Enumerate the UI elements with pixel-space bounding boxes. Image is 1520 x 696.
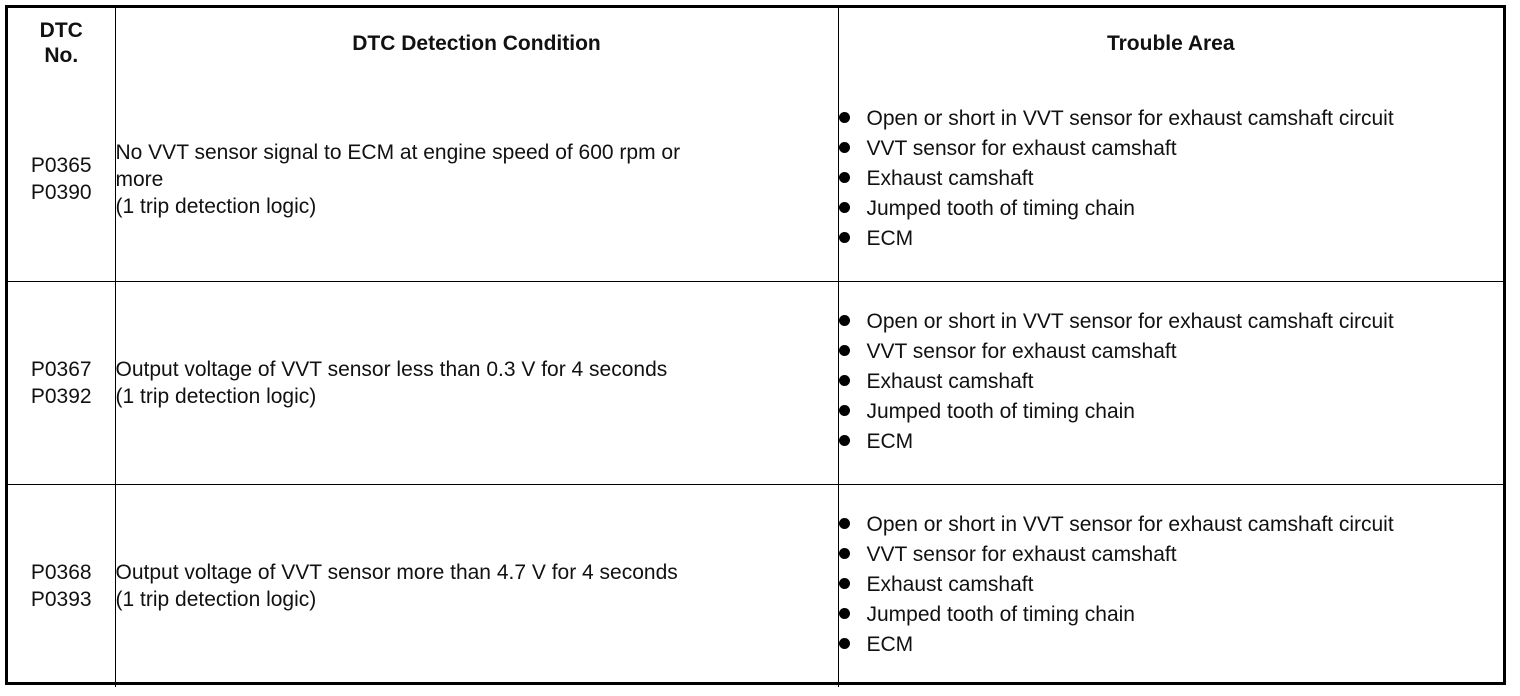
header-dtc-no bbox=[8, 8, 115, 78]
trouble-area-text: VVT sensor for exhaust camshaft bbox=[866, 136, 1177, 160]
trouble-area-text: Open or short in VVT sensor for exhaust camshaft circuit bbox=[866, 513, 1394, 537]
trouble-area-text: Open or short in VVT sensor for exhaust camshaft circuit bbox=[866, 310, 1394, 333]
table-row bbox=[8, 484, 1503, 687]
list-item bbox=[839, 512, 1504, 538]
trouble-area-text: ECM bbox=[866, 633, 914, 657]
detection-condition-line: (1 trip detection logic) bbox=[115, 194, 317, 218]
header-trouble-area: Trouble Area bbox=[838, 8, 1503, 78]
bullet-icon bbox=[839, 405, 850, 416]
trouble-area-list bbox=[839, 309, 1504, 455]
detection-condition-cell bbox=[115, 78, 838, 281]
trouble-area-text: Open or short in VVT sensor for exhaust camshaft circuit bbox=[866, 106, 1394, 130]
bullet-icon bbox=[839, 608, 850, 619]
dtc-codes-cell bbox=[8, 484, 115, 687]
trouble-area-text: VVT sensor for exhaust camshaft bbox=[866, 340, 1177, 363]
trouble-area-text: Exhaust camshaft bbox=[866, 573, 1034, 597]
list-item bbox=[839, 309, 1504, 335]
list-item bbox=[839, 226, 1504, 252]
header-dtc-no-line2: No. bbox=[44, 44, 79, 67]
detection-condition-line: Output voltage of VVT sensor more than 4.7 V for 4 seconds bbox=[115, 560, 678, 584]
header-detection-condition: DTC Detection Condition bbox=[115, 8, 838, 78]
bullet-icon bbox=[839, 548, 850, 559]
list-item bbox=[839, 166, 1504, 192]
table-header-row bbox=[8, 8, 1503, 78]
trouble-area-text: Jumped tooth of timing chain bbox=[866, 196, 1135, 220]
header-dtc-no-line1: DTC bbox=[39, 19, 83, 42]
list-item bbox=[839, 602, 1504, 628]
bullet-icon bbox=[839, 375, 850, 386]
table-row bbox=[8, 281, 1503, 484]
dtc-table-frame bbox=[5, 5, 1506, 685]
trouble-area-text: VVT sensor for exhaust camshaft bbox=[866, 543, 1177, 567]
dtc-codes-cell bbox=[8, 281, 115, 484]
list-item bbox=[839, 429, 1504, 455]
trouble-area-cell bbox=[838, 281, 1503, 484]
trouble-area-list bbox=[839, 512, 1504, 658]
detection-condition-line: more bbox=[115, 167, 164, 191]
list-item bbox=[839, 106, 1504, 132]
dtc-codes-cell bbox=[8, 78, 115, 281]
trouble-area-text: Jumped tooth of timing chain bbox=[866, 603, 1135, 627]
list-item bbox=[839, 399, 1504, 425]
bullet-icon bbox=[839, 518, 850, 529]
bullet-icon bbox=[839, 345, 850, 356]
trouble-area-cell bbox=[838, 78, 1503, 281]
trouble-area-list bbox=[839, 106, 1504, 252]
detection-condition-line: No VVT sensor signal to ECM at engine speed of 600 rpm or bbox=[115, 140, 681, 164]
list-item bbox=[839, 369, 1504, 395]
table-row bbox=[8, 78, 1503, 281]
detection-condition-cell bbox=[115, 281, 838, 484]
detection-condition-line: Output voltage of VVT sensor less than 0.3 V for 4 seconds bbox=[115, 357, 668, 381]
dtc-code: P0368 bbox=[30, 560, 92, 584]
table-body bbox=[8, 78, 1503, 687]
list-item bbox=[839, 339, 1504, 365]
trouble-area-text: Exhaust camshaft bbox=[866, 166, 1034, 190]
bullet-icon bbox=[839, 172, 850, 183]
bullet-icon bbox=[839, 435, 850, 446]
dtc-code: P0390 bbox=[30, 181, 92, 205]
bullet-icon bbox=[839, 232, 850, 243]
bullet-icon bbox=[839, 142, 850, 153]
detection-condition-cell bbox=[115, 484, 838, 687]
list-item bbox=[839, 632, 1504, 658]
detection-condition-line: (1 trip detection logic) bbox=[115, 384, 317, 408]
bullet-icon bbox=[839, 202, 850, 213]
trouble-area-cell bbox=[838, 484, 1503, 687]
list-item bbox=[839, 136, 1504, 162]
list-item bbox=[839, 572, 1504, 598]
dtc-code: P0367 bbox=[30, 357, 92, 381]
bullet-icon bbox=[839, 112, 850, 123]
dtc-code: P0365 bbox=[30, 154, 92, 178]
dtc-code: P0392 bbox=[30, 384, 92, 408]
trouble-area-text: Jumped tooth of timing chain bbox=[866, 400, 1135, 423]
bullet-icon bbox=[839, 578, 850, 589]
trouble-area-text: Exhaust camshaft bbox=[866, 370, 1034, 393]
list-item bbox=[839, 196, 1504, 222]
dtc-table bbox=[8, 8, 1503, 687]
detection-condition-line: (1 trip detection logic) bbox=[115, 587, 317, 611]
dtc-code: P0393 bbox=[30, 587, 92, 611]
bullet-icon bbox=[839, 638, 850, 649]
trouble-area-text: ECM bbox=[866, 226, 914, 250]
list-item bbox=[839, 542, 1504, 568]
bullet-icon bbox=[839, 315, 850, 326]
trouble-area-text: ECM bbox=[866, 430, 914, 453]
